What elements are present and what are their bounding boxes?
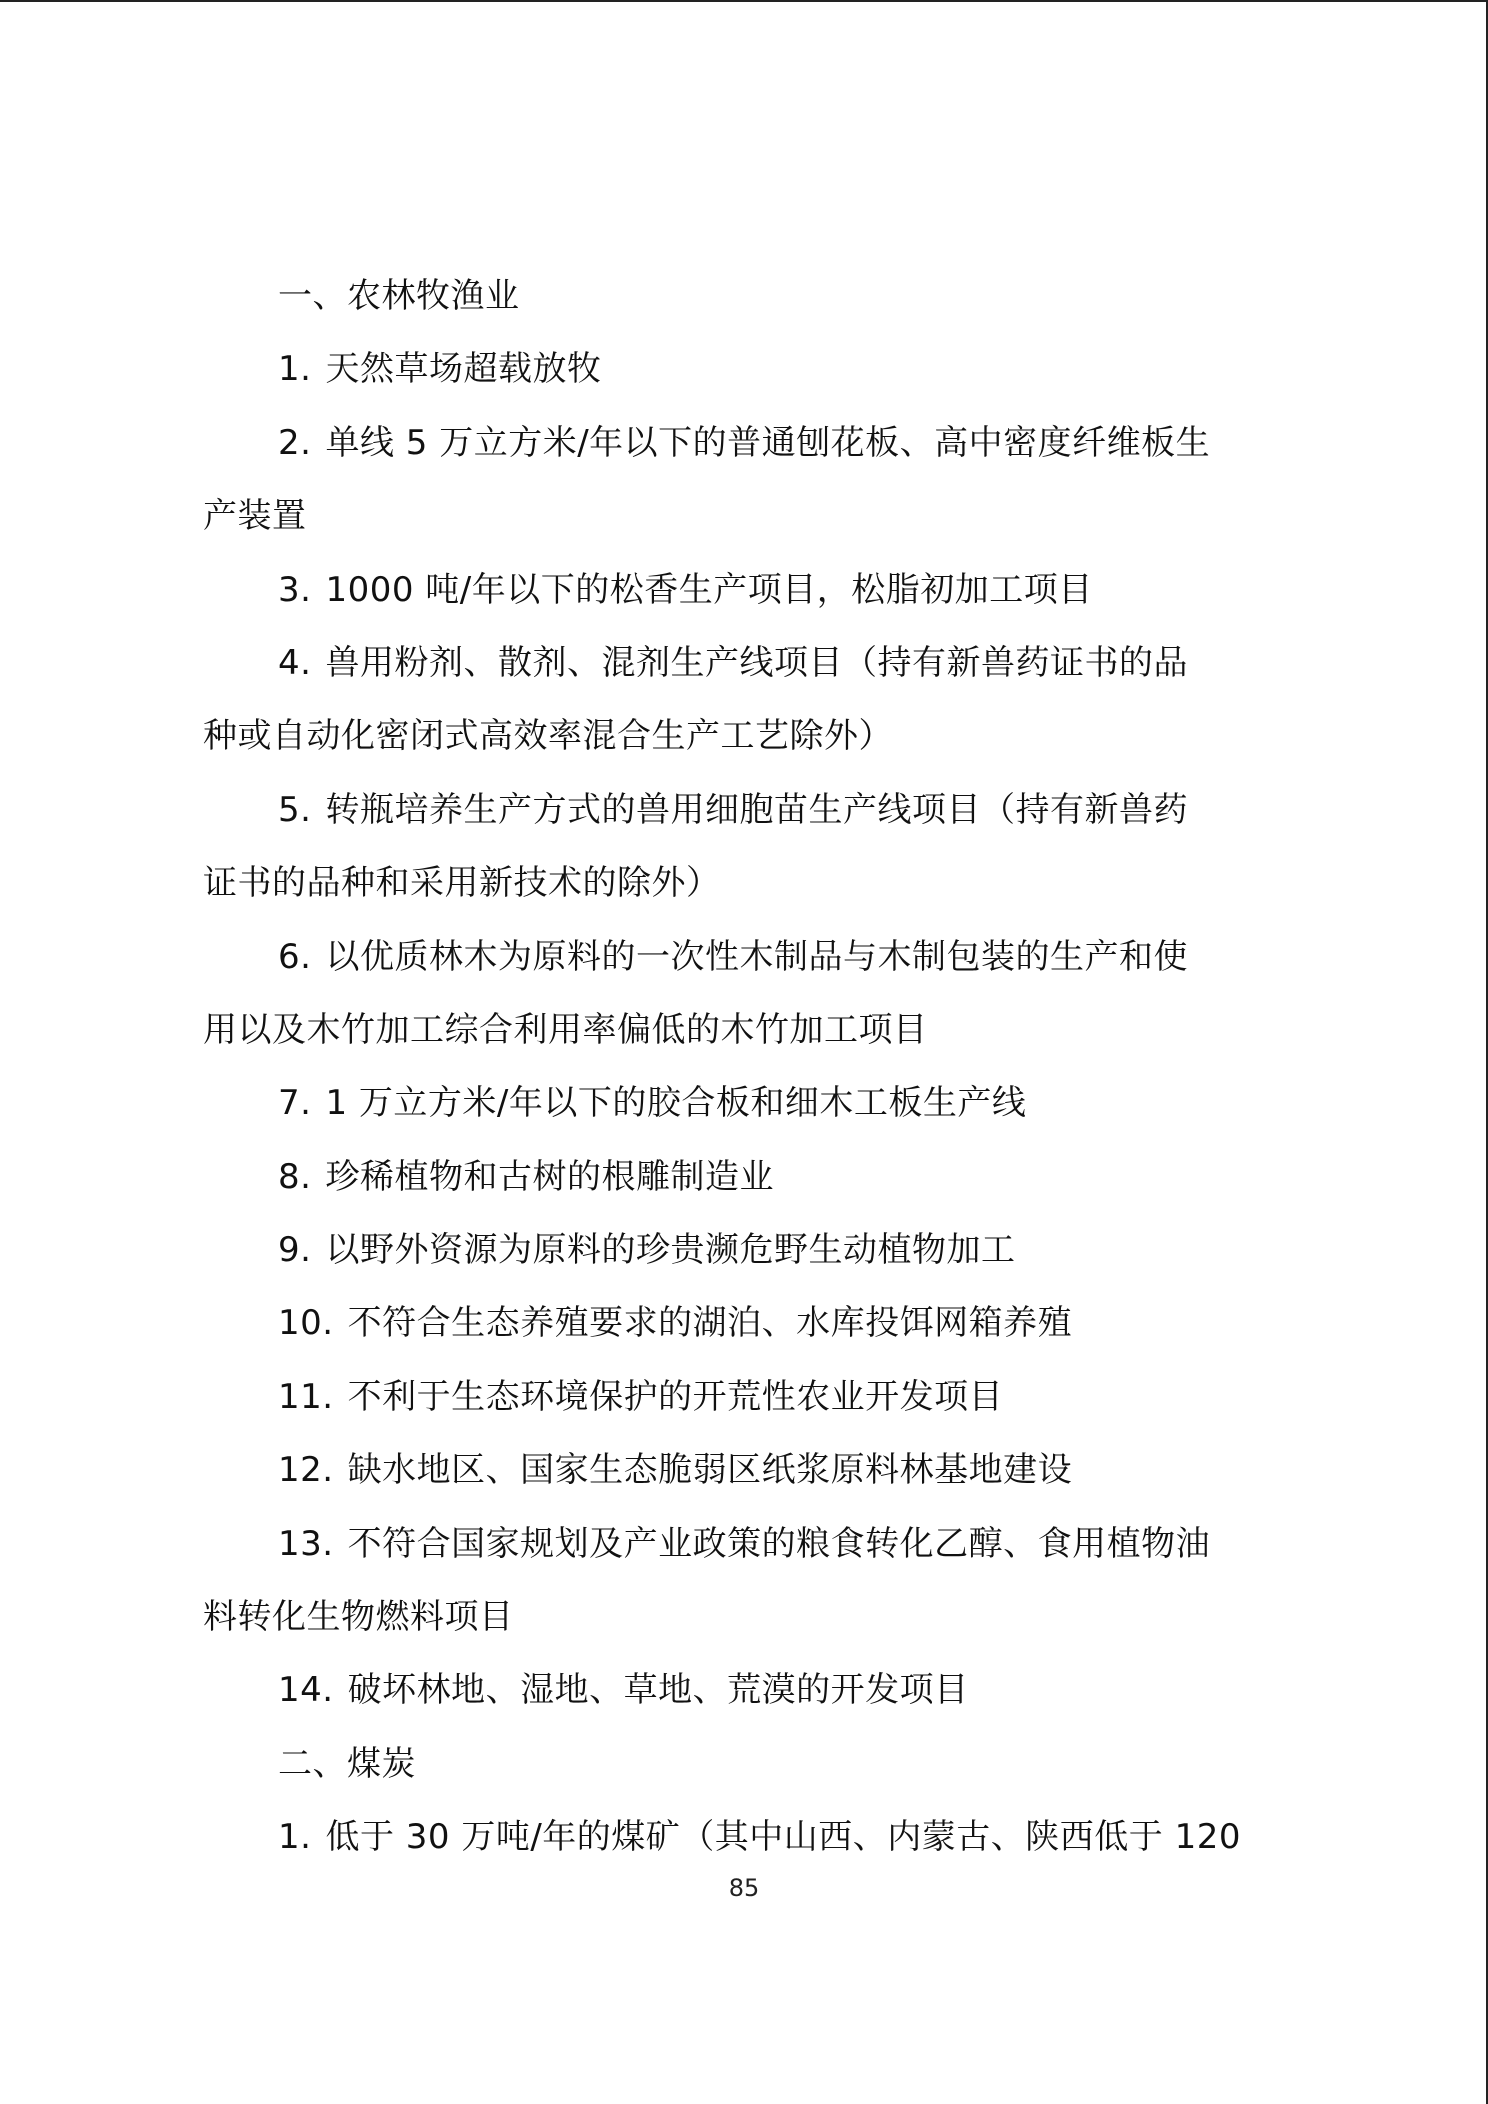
list-item <box>203 774 1293 847</box>
item-number: 13. <box>278 1523 334 1564</box>
list-item <box>203 1801 1293 1874</box>
line-text: 以野外资源为原料的珍贵濒危野生动植物加工 <box>325 1230 1016 1271</box>
paragraph-continuation-line <box>203 1581 1293 1654</box>
item-number: 10. <box>278 1303 334 1344</box>
item-number: 8. <box>278 1156 312 1197</box>
item-number: 1. <box>278 1817 312 1858</box>
line-text: 料转化生物燃料项目 <box>203 1597 514 1638</box>
line-text: 证书的品种和采用新技术的除外） <box>203 863 721 904</box>
line-text: 珍稀植物和古树的根雕制造业 <box>325 1156 774 1197</box>
item-number: 7. <box>278 1083 312 1124</box>
line-text: 低于 30 万吨/年的煤矿（其中山西、内蒙古、陕西低于 120 <box>325 1817 1241 1858</box>
line-text: 产装置 <box>203 496 307 537</box>
line-text: 不符合生态养殖要求的湖泊、水库投饵网箱养殖 <box>347 1303 1073 1344</box>
paragraph-continuation-line <box>203 994 1293 1067</box>
item-number: 14. <box>278 1670 334 1711</box>
list-item <box>203 1654 1293 1727</box>
section-heading <box>203 260 1293 333</box>
paragraph-continuation-line <box>203 700 1293 773</box>
item-number: 4. <box>278 642 312 683</box>
list-item <box>203 1141 1293 1214</box>
item-number: 1. <box>278 349 312 390</box>
list-item <box>203 1361 1293 1434</box>
list-item <box>203 1214 1293 1287</box>
line-text: 1000 吨/年以下的松香生产项目，松脂初加工项目 <box>325 569 1093 610</box>
line-text: 用以及木竹加工综合利用率偏低的木竹加工项目 <box>203 1009 928 1050</box>
paragraph-continuation-line <box>203 480 1293 553</box>
line-text: 缺水地区、国家生态脆弱区纸浆原料林基地建设 <box>347 1450 1073 1491</box>
section-heading <box>203 1728 1293 1801</box>
item-number: 9. <box>278 1230 312 1271</box>
item-number: 6. <box>278 936 312 977</box>
item-number: 12. <box>278 1450 334 1491</box>
line-text: 天然草场超载放牧 <box>325 349 602 390</box>
list-item <box>203 1508 1293 1581</box>
line-text: 二、煤炭 <box>278 1743 416 1784</box>
item-number: 3. <box>278 569 312 610</box>
line-text: 1 万立方米/年以下的胶合板和细木工板生产线 <box>325 1083 1027 1124</box>
item-number: 5. <box>278 789 312 830</box>
page-number: 85 <box>728 1874 760 1902</box>
line-text: 一、农林牧渔业 <box>278 276 520 316</box>
list-item <box>203 554 1293 627</box>
line-text: 不符合国家规划及产业政策的粮食转化乙醇、食用植物油 <box>347 1523 1211 1564</box>
line-text: 不利于生态环境保护的开荒性农业开发项目 <box>347 1376 1004 1417</box>
list-item <box>203 921 1293 994</box>
item-number: 2. <box>278 422 312 463</box>
list-item <box>203 627 1293 700</box>
list-item <box>203 1067 1293 1140</box>
list-item <box>203 407 1293 480</box>
line-text: 破坏林地、湿地、草地、荒漠的开发项目 <box>347 1670 969 1711</box>
document-body <box>203 260 1293 1875</box>
line-text: 种或自动化密闭式高效率混合生产工艺除外） <box>203 716 893 757</box>
line-text: 单线 5 万立方米/年以下的普通刨花板、高中密度纤维板生 <box>325 422 1211 463</box>
list-item <box>203 1287 1293 1360</box>
list-item <box>203 333 1293 406</box>
line-text: 以优质林木为原料的一次性木制品与木制包装的生产和使 <box>325 936 1188 977</box>
line-text: 转瓶培养生产方式的兽用细胞苗生产线项目（持有新兽药 <box>325 789 1188 830</box>
line-text: 兽用粉剂、散剂、混剂生产线项目（持有新兽药证书的品 <box>325 642 1188 683</box>
list-item <box>203 1434 1293 1507</box>
paragraph-continuation-line <box>203 847 1293 920</box>
item-number: 11. <box>278 1376 334 1417</box>
